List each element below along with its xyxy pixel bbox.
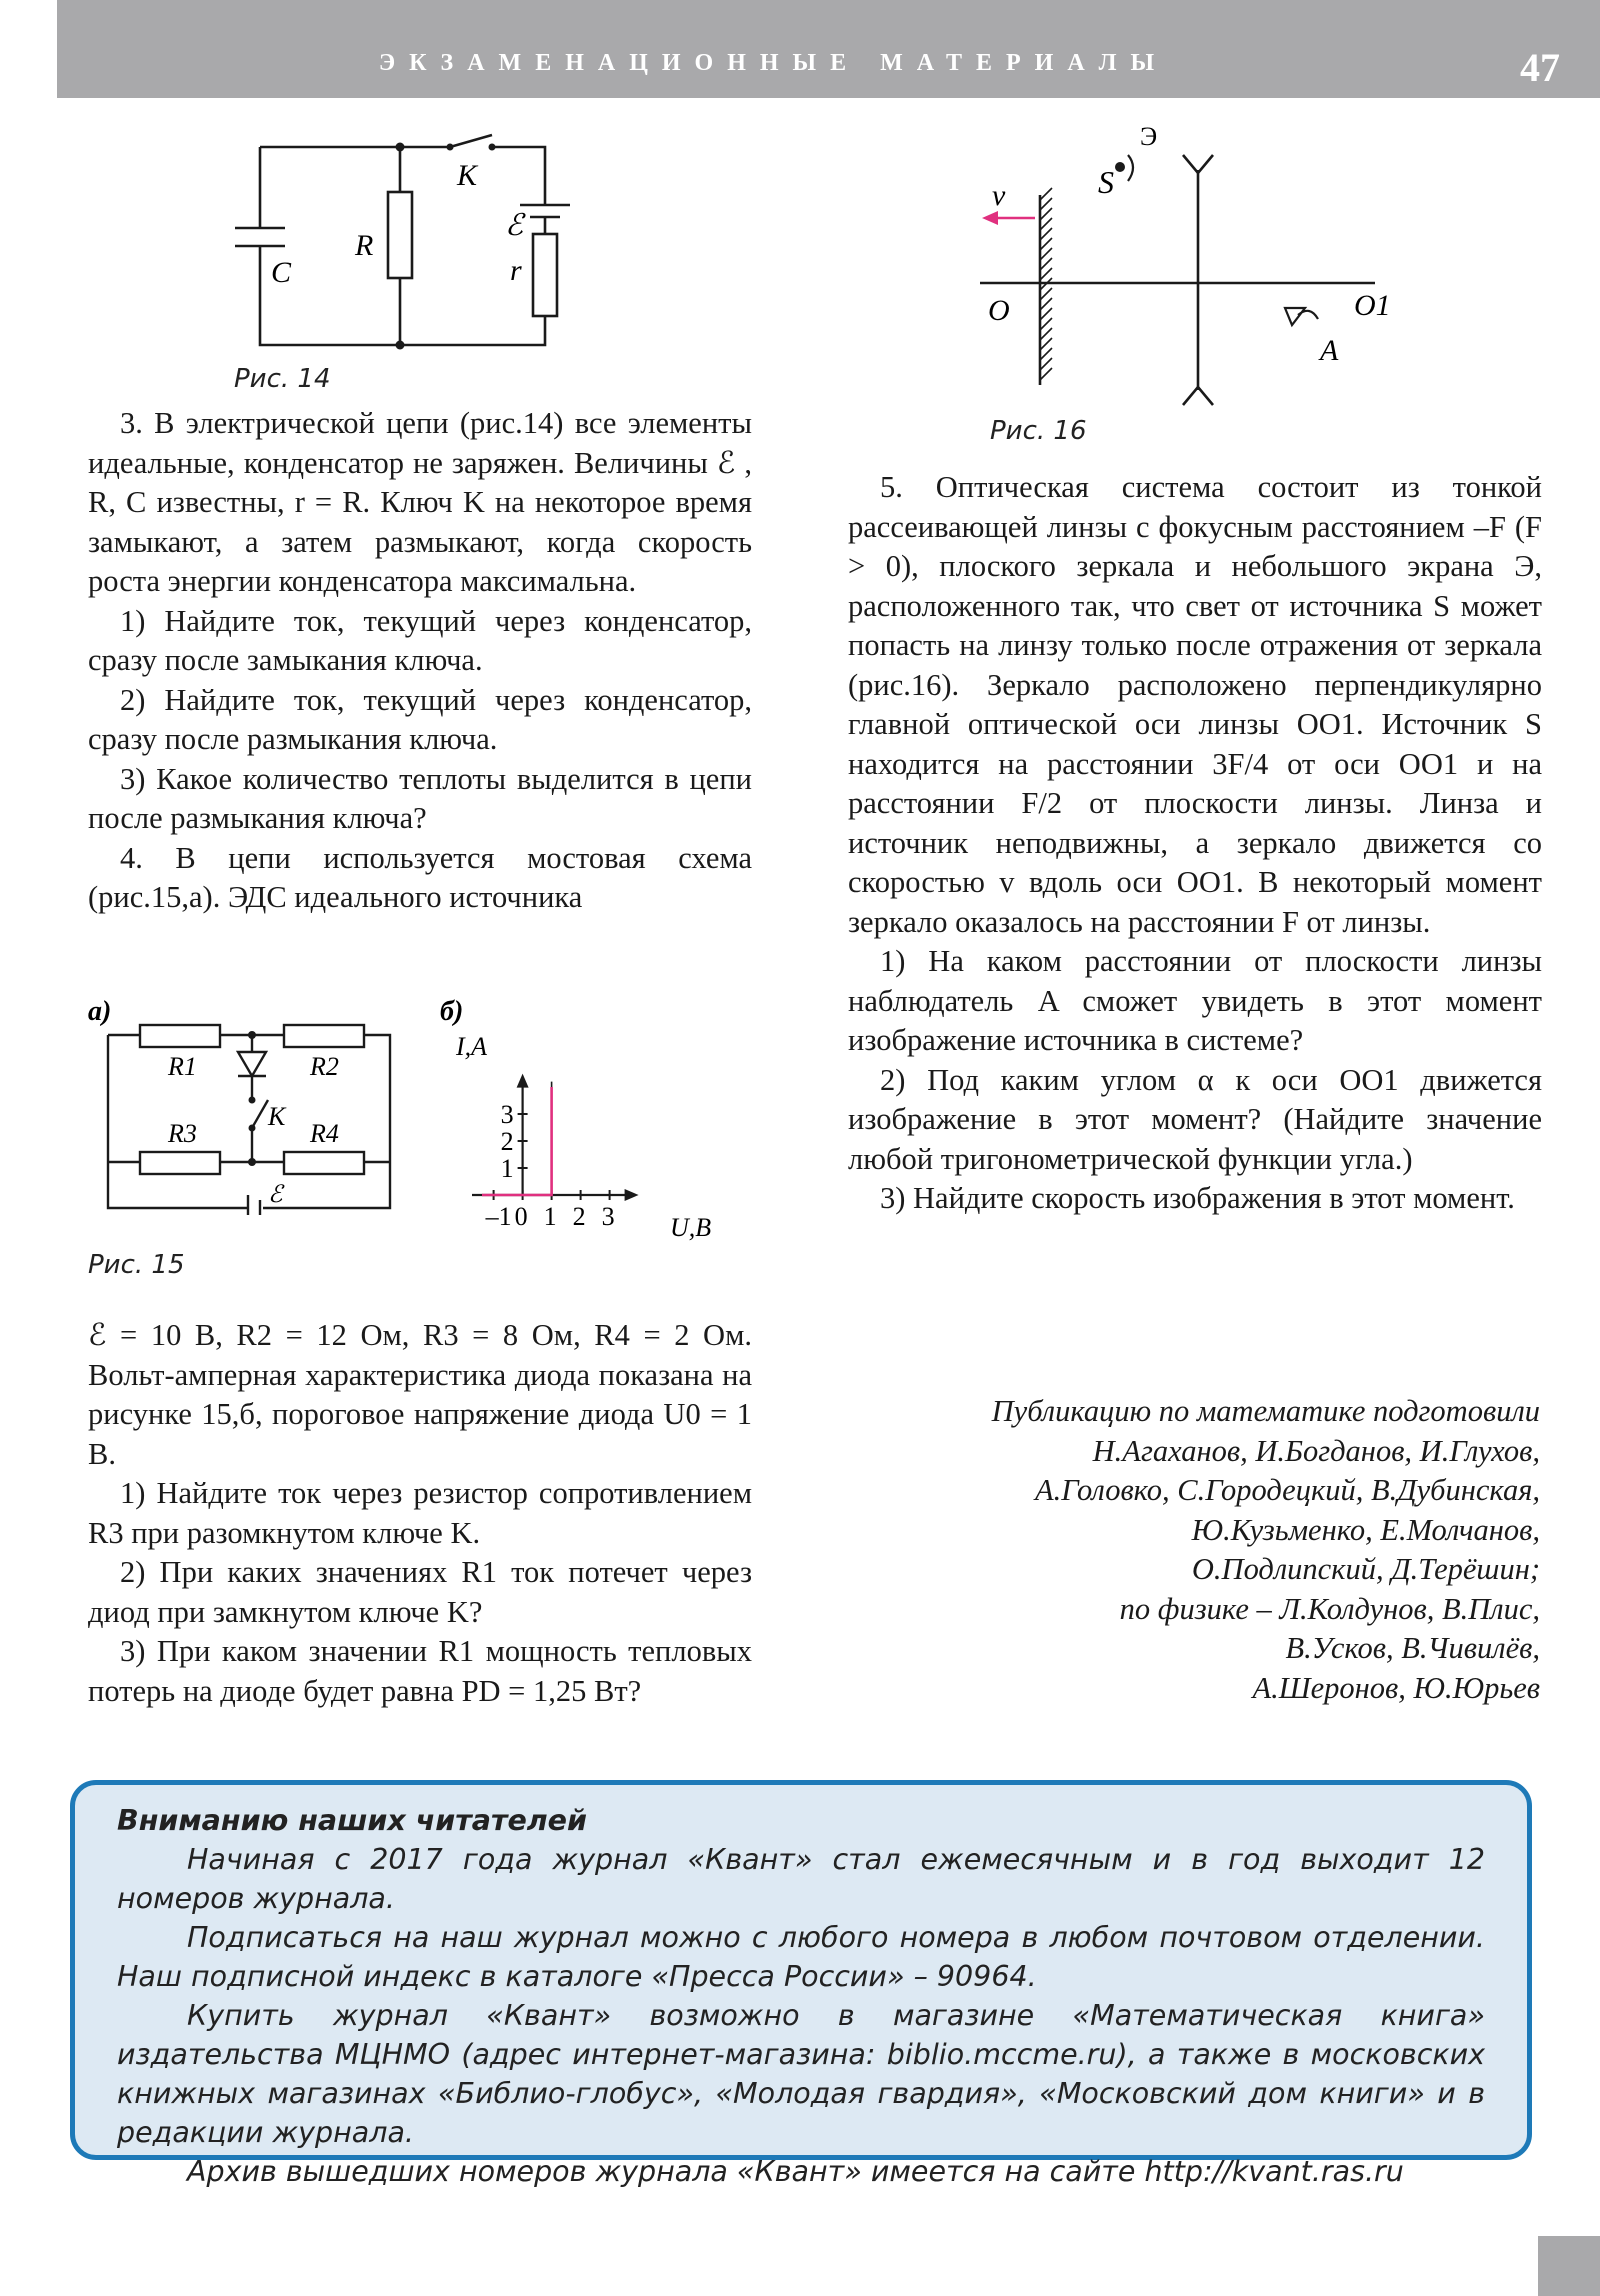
point-o-label: O	[988, 294, 1010, 327]
problem-5-question-1: 1) На каком расстоянии от плоскости линзы наблюдатель A сможет увидеть в этот момент изображение источника в системе?	[848, 944, 1542, 1057]
figure-15b-label: б)	[440, 996, 464, 1027]
x-tick-label: 1	[543, 1202, 557, 1231]
credits-line: А.Шеронов, Ю.Юрьев	[1252, 1670, 1540, 1705]
capacitor-label: C	[271, 256, 292, 289]
credits-line: по физике – Л.Колдунов, В.Плис,	[1119, 1591, 1540, 1626]
problem-3-statement: 3. В электрической цепи (рис.14) все элементы идеальные, конденсатор не заряжен. Величины ℰ , R, C известны, r = R. Ключ K на некоторое время замыкают, а затем размыкают, когда скорость роста энергии конденсатора максимальна.	[88, 406, 752, 598]
credits-line: О.Подлипский, Д.Терёшин;	[1191, 1552, 1540, 1586]
right-column	[848, 468, 1542, 1219]
notice-paragraph: Архив вышедших номеров журнала «Квант» имеется на сайте http://kvant.ras.ru	[187, 2155, 1404, 2188]
figure-16-caption: Рис. 16	[990, 416, 1087, 446]
velocity-v-label: v	[992, 179, 1006, 212]
x-tick-label: 2	[572, 1202, 586, 1231]
section-title: ЭКЗАМЕНАЦИОННЫЕ МАТЕРИАЛЫ	[378, 50, 1169, 76]
figure-14-circuit	[225, 130, 585, 360]
notice-paragraph: Подписаться на наш журнал можно с любого номера в любом почтовом отделении. Наш подписной индекс в каталоге «Пресса России» – 90964.	[117, 1921, 1485, 1993]
figure-15b-iv-chart	[440, 990, 760, 1250]
problem-4-question-1: 1) Найдите ток через резистор сопротивлением R3 при разомкнутом ключе K.	[88, 1476, 752, 1550]
problem-3-question-3: 3) Какое количество теплоты выделится в цепи после размыкания ключа?	[88, 761, 752, 835]
notice-paragraph: Купить журнал «Квант» возможно в магазине «Математическая книга» издательства МЦНМО (адрес интернет-магазина: biblio.mccme.ru), а также в московских книжных магазинах «Библио-глобус», «Молодая гвардия», «Московский дом книги» и в редакции журнала.	[117, 1999, 1485, 2149]
problem-3-question-2: 2) Найдите ток, текущий через конденсатор, сразу после размыкания ключа.	[88, 682, 752, 756]
key-k-label: K	[268, 1102, 286, 1131]
internal-resistance-label: r	[510, 254, 522, 287]
y-tick-label: 2	[500, 1127, 514, 1156]
r1-label: R1	[168, 1052, 197, 1081]
problem-5-question-3: 3) Найдите скорость изображения в этот момент.	[880, 1181, 1515, 1215]
r3-label: R3	[168, 1119, 197, 1148]
resistor-label: R	[355, 229, 374, 262]
y-axis-title: I,А	[456, 1032, 488, 1061]
problem-4-question-2: 2) При каких значениях R1 ток потечет через диод при замкнутом ключе K?	[88, 1555, 752, 1629]
x-tick-label: 3	[601, 1202, 615, 1231]
y-tick-label: 1	[500, 1154, 514, 1183]
credits-line: Н.Агаханов, И.Богданов, И.Глухов,	[1092, 1433, 1540, 1468]
figure-16-optical-system	[980, 115, 1400, 415]
source-s-label: S	[1098, 164, 1114, 200]
page-header	[57, 0, 1600, 98]
x-axis-arrow	[625, 1189, 639, 1201]
problem-3-question-1: 1) Найдите ток, текущий через конденсатор, сразу после замыкания ключа.	[88, 603, 752, 677]
emf-label: ℰ	[505, 209, 524, 242]
credits-line: Ю.Кузьменко, Е.Молчанов,	[1191, 1512, 1540, 1547]
y-axis-arrow	[517, 1074, 529, 1088]
r4-label: R4	[310, 1119, 339, 1148]
x-tick-label: –1	[485, 1202, 512, 1231]
figure-14-caption: Рис. 14	[234, 364, 331, 394]
figure-15a-label: а)	[88, 996, 112, 1027]
emf-label: ℰ	[268, 1182, 283, 1208]
observer-a-label: A	[1320, 334, 1339, 367]
problem-4-given: ℰ = 10 В, R2 = 12 Ом, R3 = 8 Ом, R4 = 2 Ом. Вольт-амперная характеристика диода показана на рисунке 15,б, пороговое напряжение диода U0 = 1 В.	[88, 1318, 752, 1471]
x-tick-label: 0	[514, 1202, 528, 1231]
r2-label: R2	[310, 1052, 339, 1081]
y-tick-label: 3	[500, 1100, 514, 1129]
left-column-bottom	[88, 1316, 752, 1711]
notice-paragraph: Начиная с 2017 года журнал «Квант» стал ежемесячным и в год выходит 12 номеров журнала.	[117, 1843, 1485, 1915]
key-label: K	[457, 159, 478, 192]
left-column-top	[88, 404, 752, 918]
page-number: 47	[1520, 45, 1560, 90]
problem-4-statement: 4. В цепи используется мостовая схема (рис.15,а). ЭДС идеального источника	[88, 840, 752, 914]
page-corner-tab	[1538, 2236, 1600, 2296]
credits	[850, 1392, 1540, 1708]
figure-15-caption: Рис. 15	[88, 1250, 185, 1280]
point-o1-label: O1	[1354, 289, 1391, 322]
notice-title: Вниманию наших читателей	[117, 1804, 587, 1837]
x-axis-title: U,В	[670, 1213, 712, 1242]
figure-15a-bridge-circuit	[88, 990, 418, 1215]
credits-line: В.Усков, В.Чивилёв,	[1285, 1631, 1540, 1665]
credits-line: Публикацию по математике подготовили	[991, 1394, 1540, 1428]
problem-5-statement: 5. Оптическая система состоит из тонкой рассеивающей линзы с фокусным расстоянием –F (F > 0), плоского зеркала и небольшого экрана Э, расположенного так, что свет от источника S может попасть на линзу только после отражения от зеркала (рис.16). Зеркало расположено перпендикулярно главной оптической оси линзы OO1. Источник S находится на расстоянии 3F/4 от оси OO1 и на расстоянии F/2 от плоскости линзы. Линза и источник неподвижны, а зеркало движется со скоростью v вдоль оси OO1. В некоторый момент зеркало оказалось на расстоянии F от линзы.	[848, 470, 1542, 939]
problem-5-question-2: 2) Под каким углом α к оси OO1 движется изображение в этот момент? (Найдите значение любой тригонометрической функции угла.)	[848, 1062, 1542, 1176]
credits-line: А.Головко, С.Городецкий, В.Дубинская,	[1035, 1473, 1540, 1507]
problem-4-question-3: 3) При каком значении R1 мощность тепловых потерь на диоде будет равна PD = 1,25 Вт?	[88, 1634, 752, 1708]
screen-e-label: Э	[1140, 122, 1158, 151]
iv-curve-line	[482, 1087, 552, 1195]
readers-notice-box	[70, 1780, 1532, 2188]
